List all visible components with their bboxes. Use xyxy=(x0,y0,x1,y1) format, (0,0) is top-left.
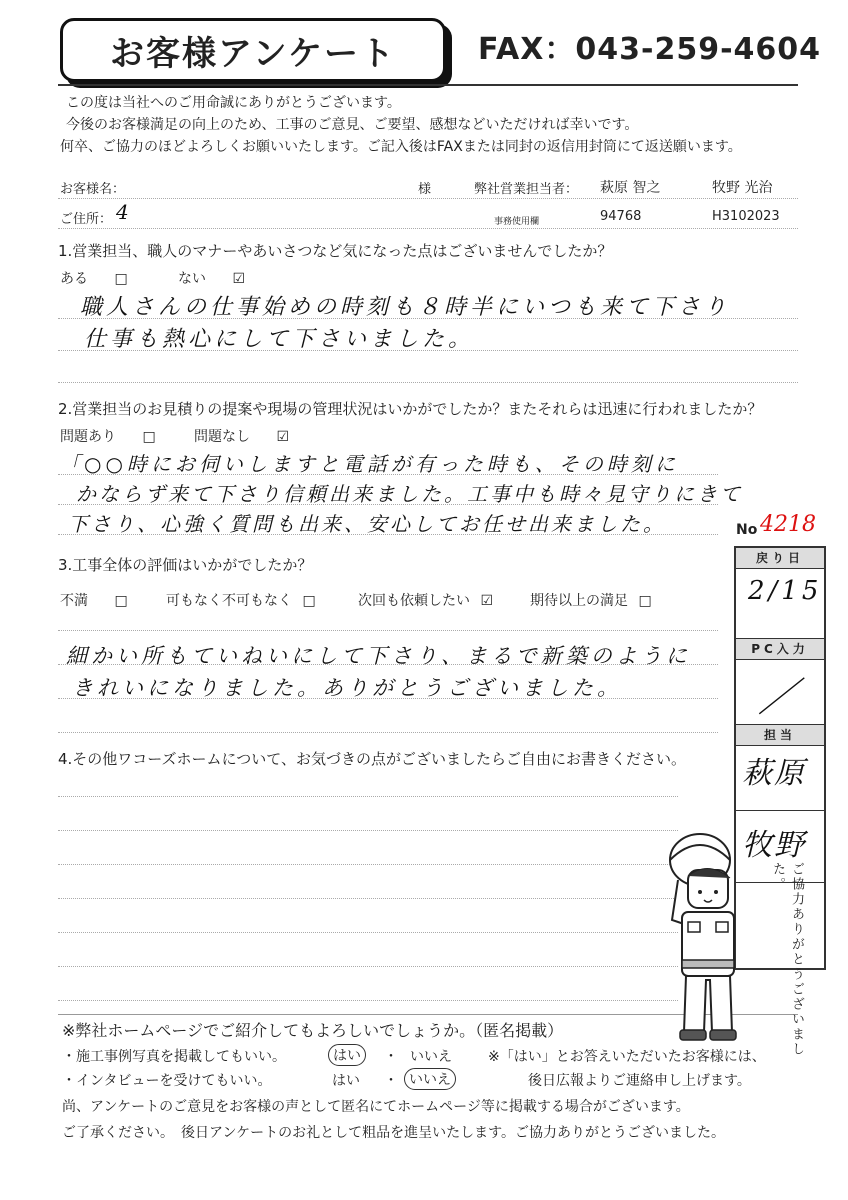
tanto-header: 担当 xyxy=(736,724,824,746)
address-handwritten: 4 xyxy=(116,200,133,224)
item2-separator: ・ xyxy=(384,1073,398,1089)
tanto-divider xyxy=(736,810,824,811)
item2-no-circled[interactable]: いいえ xyxy=(404,1068,456,1090)
q4-rule-1 xyxy=(58,796,678,797)
q2-question: 2.営業担当のお見積りの提案や現場の管理状況はいかがでしたか？またそれらは迅速に行われましたか？ xyxy=(58,400,763,418)
q3-rule-1 xyxy=(58,630,718,631)
q4-rule-6 xyxy=(58,966,678,967)
q2-no-problem-checkbox[interactable]: ☑ xyxy=(276,429,290,445)
q3-option-1 xyxy=(60,590,128,610)
office-code-2: H3102023 xyxy=(712,209,780,224)
q4-rule-2 xyxy=(58,830,678,831)
staff-label: 弊社営業担当者： xyxy=(474,182,579,197)
q4-question: 4.その他ワコーズホームについて、お気づきの点がございましたらご自由にお書きください。 xyxy=(58,750,686,768)
q3-option-4-checkbox[interactable]: □ xyxy=(638,593,652,609)
q1-aru-checkbox[interactable]: □ xyxy=(114,271,128,287)
tanto-name-1: 萩原 xyxy=(742,756,806,791)
q1-option-aru xyxy=(60,268,128,288)
footer-note-2: 後日広報よりご連絡申し上げます。 xyxy=(528,1073,751,1089)
q3-answer-line-1: 細かい所もていねいにして下さり、まるで新築のように xyxy=(66,644,691,668)
q1-answer-line-1: 職人さんの仕事始めの時刻も８時半にいつも来て下さり xyxy=(80,295,731,320)
item1-separator: ・ xyxy=(384,1049,398,1065)
q2-problem-checkbox[interactable]: □ xyxy=(142,429,156,445)
q2-answer-line-2: かならず来て下さり信頼出来ました。工事中も時々見守りにきて xyxy=(76,482,743,506)
address-divider xyxy=(58,228,798,229)
pc-input-header: PC入力 xyxy=(736,638,824,660)
return-date-value: 2/15 xyxy=(748,576,823,606)
intro-line-1: この度は当社へのご用命誠にありがとうございます。 xyxy=(66,95,401,111)
footer-item-1: ・施工事例写真を掲載してもいい。 xyxy=(62,1049,286,1065)
q1-option-nai-label: ない xyxy=(178,271,206,287)
q2-option-problem xyxy=(60,426,156,446)
q3-option-2 xyxy=(166,590,316,610)
q3-option-2-label: 可もなく不可もなく xyxy=(166,593,292,609)
item2-yes[interactable]: はい xyxy=(332,1073,360,1089)
q1-answer-line-2: 仕事も熱心にして下さいました。 xyxy=(84,327,475,352)
return-date-header: 戻り日 xyxy=(736,548,824,569)
hp-question: ※弊社ホームページでご紹介してもよろしいでしょうか。（匿名掲載） xyxy=(62,1021,564,1040)
q4-rule-3 xyxy=(58,864,678,865)
q2-answer-line-1: 「○○時にお伺いしますと電話が有った時も、その時刻に xyxy=(60,452,679,476)
intro-line-3: 何卒、ご協力のほどよろしくお願いいたします。ご記入後はFAXまたは同封の返信用封筒にて返送願います。 xyxy=(60,139,742,155)
footer-line-4: ご了承ください。 後日アンケートのお礼として粗品を進呈いたします。ご協力ありがとうございました。 xyxy=(62,1125,726,1141)
side-no-label: No xyxy=(736,522,758,538)
intro-line-2: 今後のお客様満足の向上のため、工事のご意見、ご要望、感想などいただければ幸いです。 xyxy=(66,117,639,133)
q3-option-4 xyxy=(530,590,652,610)
address-label: ご住所： xyxy=(60,212,113,227)
item1-yes-circled[interactable]: はい xyxy=(328,1044,366,1066)
pc-input-value: ／ xyxy=(758,675,802,721)
footer-item-2: ・インタビューを受けてもいい。 xyxy=(62,1073,272,1089)
q1-nai-checkbox[interactable]: ☑ xyxy=(232,271,246,287)
q3-option-1-label: 不満 xyxy=(60,593,88,609)
q4-rule-7 xyxy=(58,1000,678,1001)
item1-no[interactable]: いいえ xyxy=(410,1049,452,1065)
customer-divider xyxy=(58,198,798,199)
q3-option-3 xyxy=(358,590,493,610)
q3-option-3-label: 次回も依頼したい xyxy=(358,593,470,609)
q1-question: 1.営業担当、職人のマナーやあいさつなど気になった点はございませんでしたか？ xyxy=(58,242,613,260)
q3-question: 3.工事全体の評価はいかがでしたか？ xyxy=(58,556,313,574)
staff-name-2: 牧野 光治 xyxy=(712,180,773,196)
mascot-thanks-text: ご協力ありがとうございました。 xyxy=(770,862,804,1057)
q1-option-aru-label: ある xyxy=(60,271,88,287)
q3-rule-4 xyxy=(58,732,718,733)
sama-label: 様 xyxy=(418,182,432,197)
q4-rule-4 xyxy=(58,898,678,899)
q3-option-3-checkbox[interactable]: ☑ xyxy=(480,593,494,609)
q2-option-problem-label: 問題あり xyxy=(60,429,116,445)
q2-answer-line-3: 下さり、心強く質問も出来、安心してお任せ出来ました。 xyxy=(68,512,666,536)
q3-option-2-checkbox[interactable]: □ xyxy=(302,593,316,609)
office-code-1: 94768 xyxy=(600,209,642,224)
footer-note-1: ※「はい」とお答えいただいたお客様には、 xyxy=(488,1049,766,1065)
q1-rule-3 xyxy=(58,382,798,383)
worker-mascot-illustration xyxy=(648,820,758,1050)
customer-name-label: お客様名： xyxy=(60,182,126,197)
page-title: お客様アンケート xyxy=(60,18,446,82)
office-use-label: 事務使用欄 xyxy=(494,217,540,227)
tanto-name-2: 牧野 xyxy=(742,828,806,863)
fax-number: FAX：043-259-4604 xyxy=(478,32,822,67)
side-no-value: 4218 xyxy=(760,512,816,537)
q2-option-no-problem xyxy=(194,426,289,446)
q4-rule-5 xyxy=(58,932,678,933)
q3-answer-line-2: きれいになりました。ありがとうございました。 xyxy=(72,676,622,700)
footer-line-3: 尚、アンケートのご意見をお客様の声として匿名にてホームページ等に掲載する場合がございます。 xyxy=(62,1099,690,1115)
q3-option-1-checkbox[interactable]: □ xyxy=(114,593,128,609)
header-divider xyxy=(58,84,798,86)
q1-option-nai xyxy=(178,268,245,288)
q3-option-4-label: 期待以上の満足 xyxy=(530,593,628,609)
staff-name-1: 萩原 智之 xyxy=(600,180,661,196)
q2-option-no-problem-label: 問題なし xyxy=(194,429,250,445)
